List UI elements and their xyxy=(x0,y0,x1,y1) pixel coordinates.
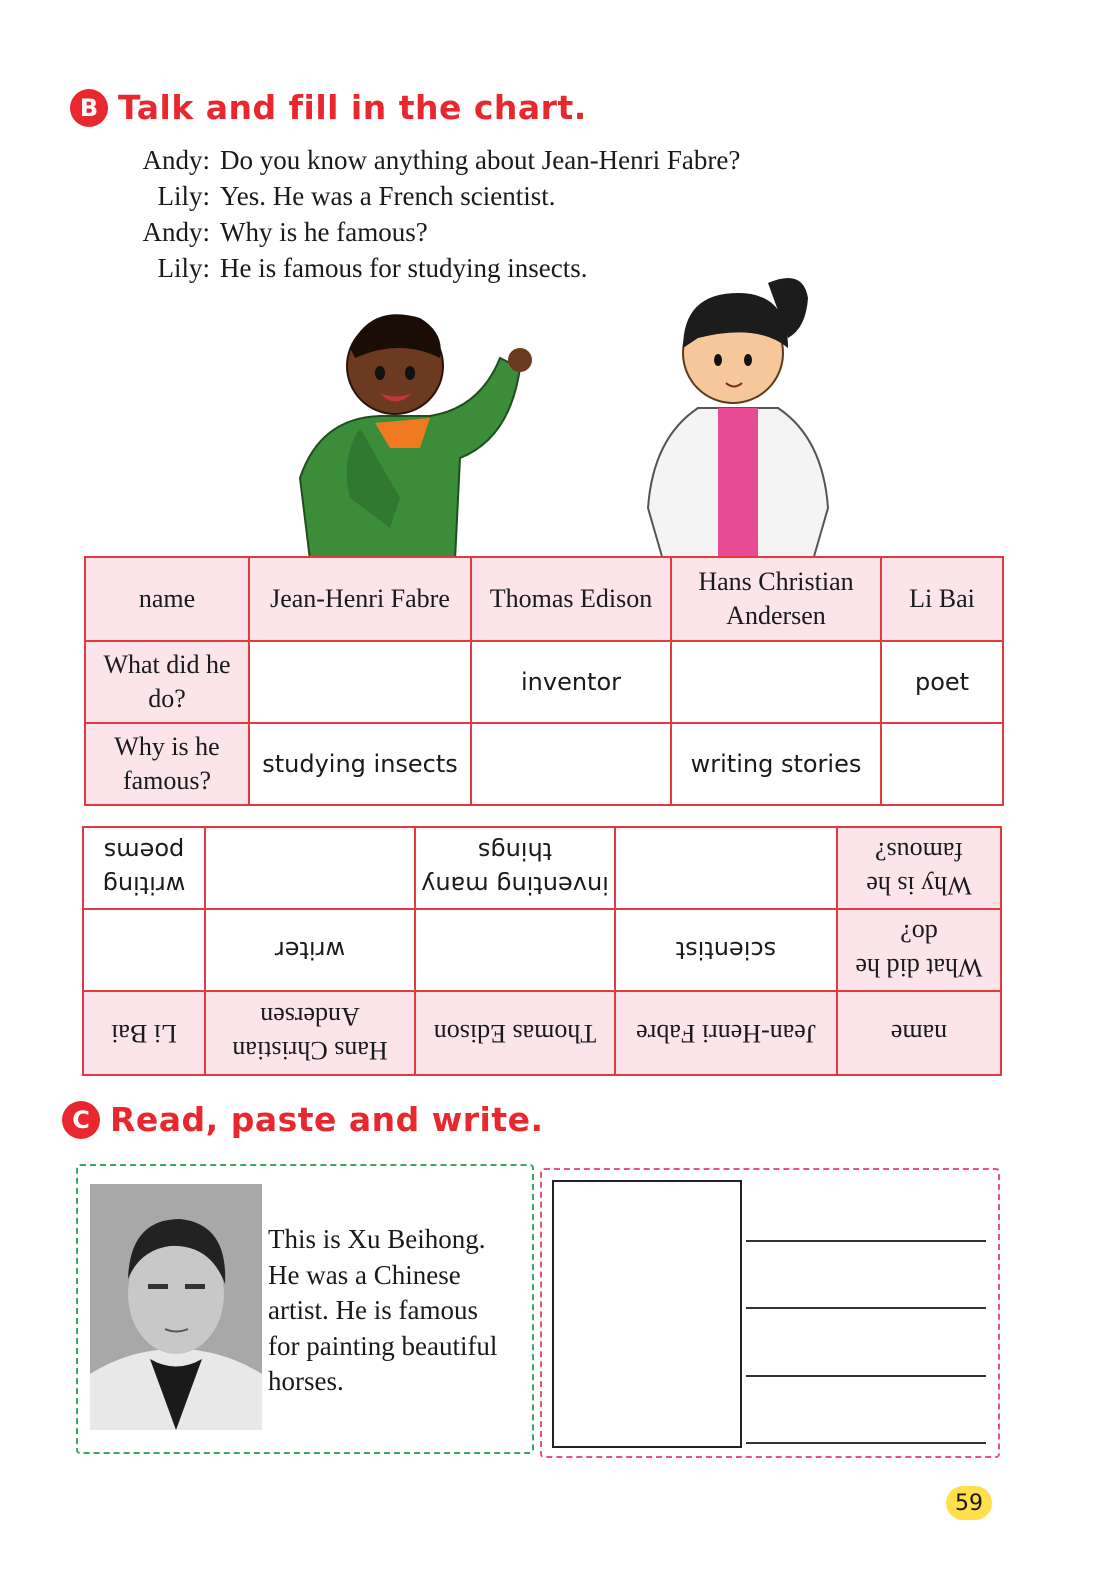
section-b-heading xyxy=(70,88,587,127)
name-cell: Hans Christian Andersen xyxy=(205,991,415,1075)
table-row xyxy=(83,827,1001,909)
section-c-heading xyxy=(62,1100,544,1139)
dialogue-text: Do you know anything about Jean-Henri Fabre? xyxy=(220,145,741,175)
answer-cell[interactable] xyxy=(205,827,415,909)
bio-line: for painting beautiful xyxy=(268,1330,498,1361)
boy-illustration xyxy=(280,298,550,560)
name-cell: Li Bai xyxy=(881,557,1003,641)
speaker: Lily: xyxy=(157,253,210,283)
bio-line: horses. xyxy=(268,1366,344,1396)
section-c-badge: C xyxy=(62,1101,100,1139)
name-cell: Jean-Henri Fabre xyxy=(615,991,837,1075)
dialogue xyxy=(118,142,740,286)
bio-line: He was a Chinese xyxy=(268,1259,461,1290)
writing-line[interactable] xyxy=(746,1307,986,1309)
writing-line[interactable] xyxy=(746,1375,986,1377)
header-cell: What did he do? xyxy=(837,909,1001,991)
answer-cell[interactable] xyxy=(881,723,1003,805)
header-cell: name xyxy=(85,557,249,641)
paste-photo-box[interactable] xyxy=(552,1180,742,1448)
speaker: Andy: xyxy=(142,217,210,247)
answer-cell[interactable]: inventor xyxy=(471,641,671,723)
name-cell: Thomas Edison xyxy=(415,991,615,1075)
header-cell: Why is he famous? xyxy=(837,827,1001,909)
table-row xyxy=(85,557,1003,641)
dialogue-text: Why is he famous? xyxy=(220,217,428,247)
fill-in-chart-inverted xyxy=(82,826,1002,1076)
dialogue-text: Yes. He was a French scientist. xyxy=(220,181,556,211)
answer-cell[interactable]: inventing many things xyxy=(415,827,615,909)
section-c-title: Read, paste and write. xyxy=(110,1100,544,1139)
section-b-title: Talk and fill in the chart. xyxy=(118,88,587,127)
answer-cell[interactable]: poet xyxy=(881,641,1003,723)
answer-cell[interactable]: studying insects xyxy=(249,723,471,805)
paste-write-card xyxy=(540,1168,1000,1458)
answer-cell[interactable] xyxy=(671,641,881,723)
table-row xyxy=(85,723,1003,805)
answer-cell[interactable] xyxy=(249,641,471,723)
section-b-badge: B xyxy=(70,89,108,127)
speaker: Lily: xyxy=(157,181,210,211)
dialogue-line xyxy=(118,142,740,178)
page-number: 59 xyxy=(946,1486,992,1520)
writing-line[interactable] xyxy=(746,1442,986,1444)
answer-cell[interactable] xyxy=(415,909,615,991)
table-row xyxy=(83,991,1001,1075)
fill-in-chart xyxy=(84,556,1004,806)
writing-line[interactable] xyxy=(746,1240,986,1242)
bio-line: This is Xu Beihong. xyxy=(268,1224,486,1254)
name-cell: Hans Christian Andersen xyxy=(671,557,881,641)
header-cell: Why is he famous? xyxy=(85,723,249,805)
dialogue-text: He is famous for studying insects. xyxy=(220,253,588,283)
answer-cell[interactable]: writing stories xyxy=(671,723,881,805)
name-cell: Jean-Henri Fabre xyxy=(249,557,471,641)
answer-cell[interactable]: writing poems xyxy=(83,827,205,909)
girl-illustration xyxy=(638,268,838,560)
table-row xyxy=(85,641,1003,723)
bio-line: artist. He is famous xyxy=(268,1295,478,1325)
portrait-photo xyxy=(90,1184,262,1430)
bio-text xyxy=(268,1222,530,1400)
answer-cell[interactable] xyxy=(471,723,671,805)
answer-cell[interactable] xyxy=(615,827,837,909)
answer-cell[interactable]: writer xyxy=(205,909,415,991)
header-cell: What did he do? xyxy=(85,641,249,723)
name-cell: Li Bai xyxy=(83,991,205,1075)
header-cell: name xyxy=(837,991,1001,1075)
example-card xyxy=(76,1164,534,1454)
table-row xyxy=(83,909,1001,991)
name-cell: Thomas Edison xyxy=(471,557,671,641)
answer-cell[interactable]: scientist xyxy=(615,909,837,991)
answer-cell[interactable] xyxy=(83,909,205,991)
dialogue-line xyxy=(118,214,740,250)
speaker: Andy: xyxy=(142,145,210,175)
dialogue-line xyxy=(118,178,740,214)
